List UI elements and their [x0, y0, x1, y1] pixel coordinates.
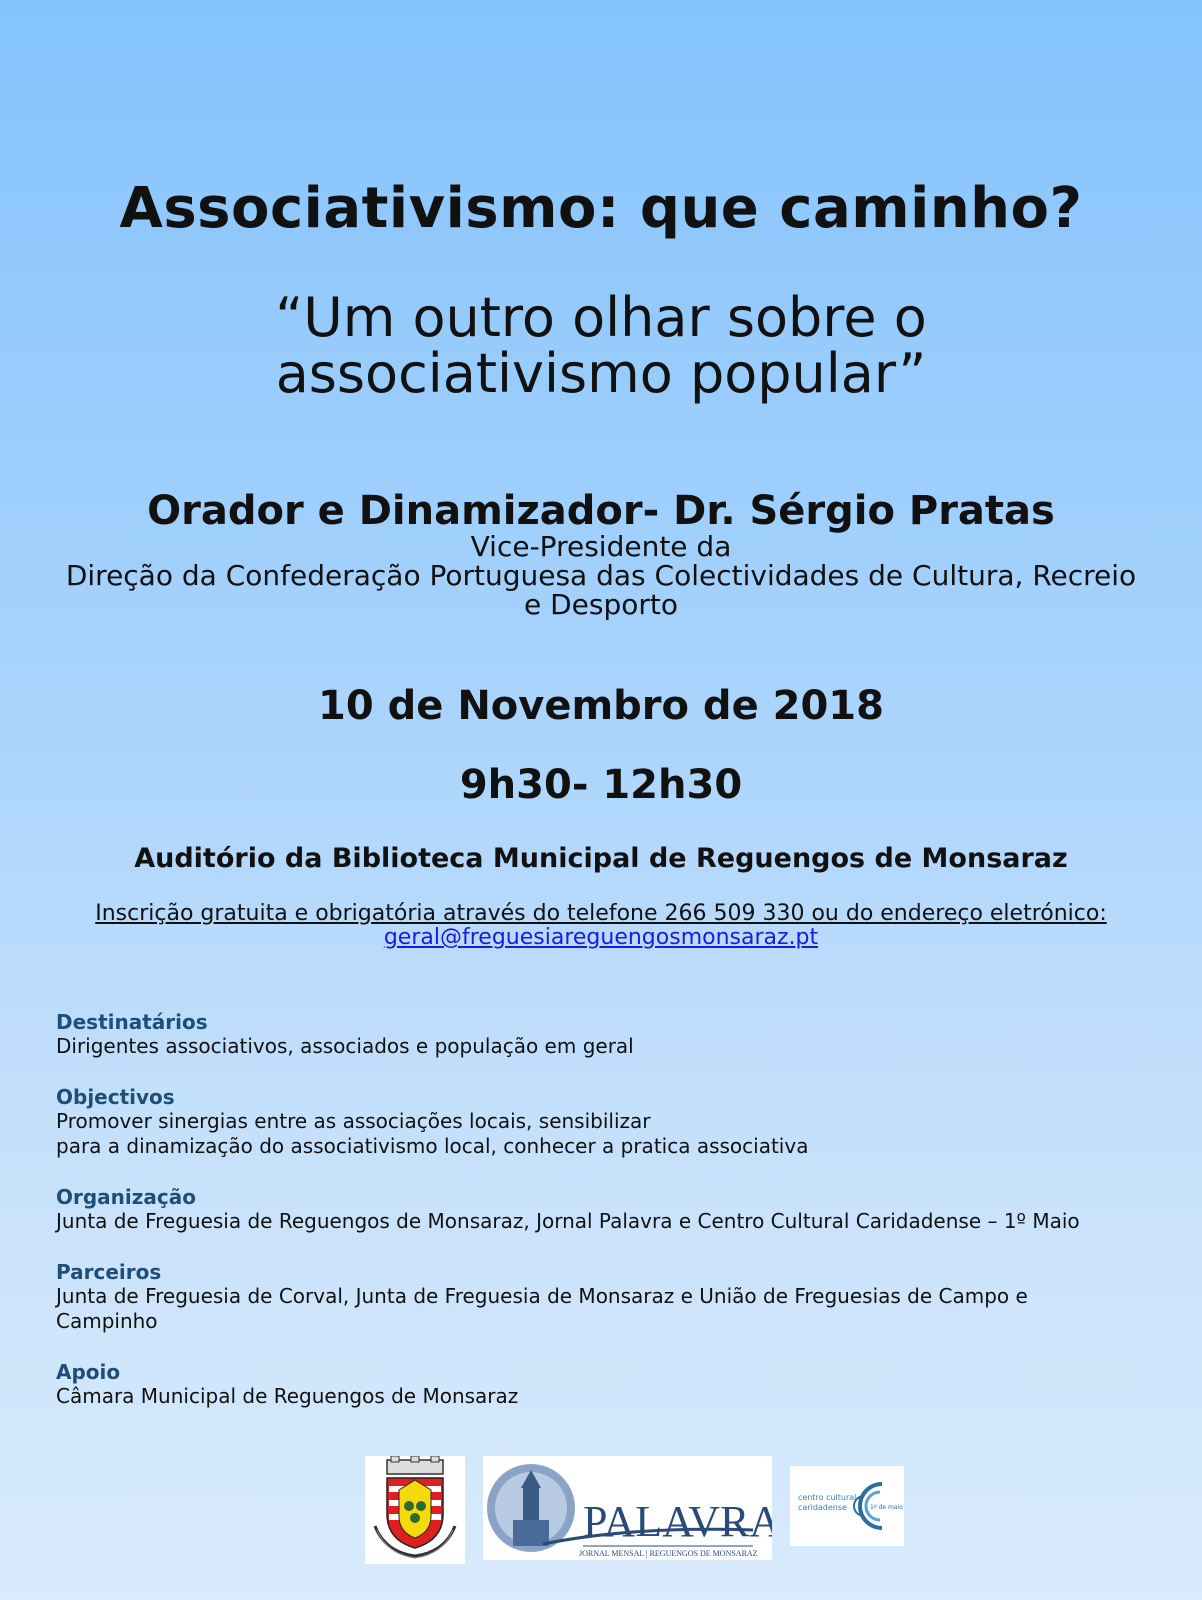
section-text: Promover sinergias entre as associações locais, sensibilizar — [56, 1109, 651, 1133]
section-text: Junta de Freguesia de Reguengos de Monsaraz, Jornal Palavra e Centro Cultural Caridadense – 1º Maio — [56, 1209, 1080, 1233]
subtitle-line-1: “Um outro olhar sobre o — [275, 286, 927, 349]
registration-info — [0, 902, 1202, 950]
registration-text: Inscrição gratuita e obrigatória através do telefone 266 509 330 ou do endereço eletrónico: — [95, 901, 1107, 926]
event-details — [56, 1010, 1156, 1435]
role-line-3: e Desporto — [523, 588, 679, 621]
section-text: Junta de Freguesia de Corval, Junta de Freguesia de Monsaraz e União de Freguesias de Campo e — [56, 1284, 1028, 1308]
event-subtitle — [0, 286, 1202, 405]
event-venue: Auditório da Biblioteca Municipal de Reguengos de Monsaraz — [134, 843, 1068, 874]
speaker-role — [0, 532, 1202, 619]
palavra-logo-icon — [483, 1456, 772, 1560]
event-date: 10 de Novembro de 2018 — [318, 683, 884, 729]
section-text: Dirigentes associativos, associados e população em geral — [56, 1034, 634, 1058]
section-heading: Objectivos — [56, 1085, 175, 1109]
ccc-text-2: caridadense — [798, 1503, 847, 1512]
palavra-name: PALAVRA — [583, 1497, 772, 1546]
section-heading: Destinatários — [56, 1010, 208, 1034]
palavra-newspaper-logo — [483, 1456, 772, 1560]
section-heading: Parceiros — [56, 1260, 162, 1284]
section-objectivos — [56, 1085, 1156, 1159]
ccc-text-1: centro cultural — [798, 1493, 857, 1502]
section-text: Câmara Municipal de Reguengos de Monsaraz — [56, 1384, 519, 1408]
coat-of-arms-icon — [365, 1456, 465, 1564]
section-destinatarios — [56, 1010, 1156, 1059]
role-line-2: Direção da Confederação Portuguesa das Colectividades de Cultura, Recreio — [65, 559, 1137, 592]
ccc-text-3: 1º de maio — [870, 1504, 903, 1511]
section-organizacao — [56, 1185, 1156, 1234]
sponsor-logos — [0, 1456, 1202, 1566]
section-parceiros — [56, 1260, 1156, 1334]
registration-email-link[interactable]: geral@freguesiareguengosmonsaraz.pt — [383, 925, 819, 950]
section-text: Campinho — [56, 1309, 158, 1333]
palavra-tagline: JORNAL MENSAL | REGUENGOS DE MONSARAZ — [579, 1549, 758, 1558]
section-text: para a dinamização do associativismo local, conhecer a pratica associativa — [56, 1134, 809, 1158]
event-title: Associativismo: que caminho? — [119, 176, 1083, 241]
centro-cultural-caridadense-logo — [790, 1466, 904, 1546]
event-time: 9h30- 12h30 — [459, 762, 743, 808]
section-heading: Organização — [56, 1185, 196, 1209]
speaker-name: Orador e Dinamizador- Dr. Sérgio Pratas — [147, 488, 1055, 534]
ccc-logo-icon — [790, 1466, 904, 1546]
coat-of-arms-logo — [365, 1456, 465, 1564]
section-apoio — [56, 1360, 1156, 1409]
role-line-1: Vice-Presidente da — [470, 530, 732, 563]
section-heading: Apoio — [56, 1360, 121, 1384]
subtitle-line-2: associativismo popular” — [275, 342, 927, 405]
